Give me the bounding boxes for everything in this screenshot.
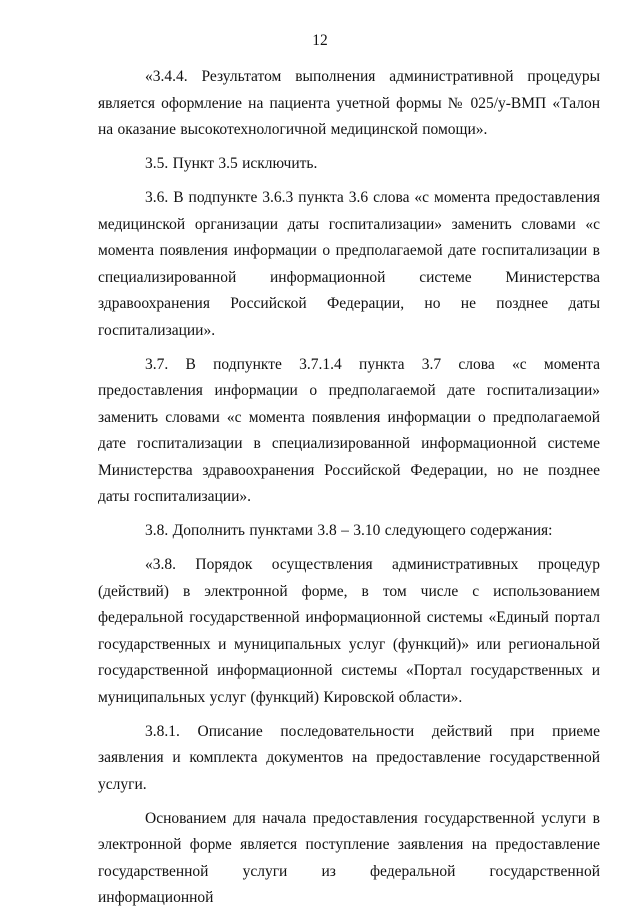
paragraph-3-4-4: «3.4.4. Результатом выполнения административной процедуры является оформление на пациента учетной формы № 025/у-ВМП «Талон на оказание высокотехнологичной медицинской помощи».	[98, 68, 600, 138]
paragraph-3-8: «3.8. Порядок осуществления административных процедур (действий) в электронной форме, в том числе с использованием федеральной государственной информационной системы «Единый портал государственных и муниципальных услуг (функций)» или региональной государственной информационной системы «Портал государственных и муниципальных услуг (функций) Кировской области».	[98, 556, 600, 706]
document-body	[98, 64, 600, 919]
paragraph-3-8-intro: 3.8. Дополнить пунктами 3.8 – 3.10 следующего содержания:	[145, 522, 553, 539]
paragraph-3-5: 3.5. Пункт 3.5 исключить.	[145, 155, 318, 172]
paragraph-3-8-1: 3.8.1. Описание последовательности действий при приеме заявления и комплекта документов на предоставление государственной услуги.	[98, 722, 600, 793]
page-number: 12	[312, 32, 328, 49]
paragraph-3-7: 3.7. В подпункте 3.7.1.4 пункта 3.7 слова «с момента предоставления информации о предполагаемой дате госпитализации» заменить словами «с момента появления информации о предполагаемой дате госпитализации в специализированной информационной системе Министерства здравоохранения Российской Федерации, но не позднее даты госпитализации».	[98, 355, 600, 505]
paragraph-basis: Основанием для начала предоставления государственной услуги в электронной форме является поступление заявления на предоставление государственной услуги из федеральной государственной информационной	[98, 809, 600, 906]
paragraph-3-6: 3.6. В подпункте 3.6.3 пункта 3.6 слова «с момента предоставления медицинской организации даты госпитализации» заменить словами «с момента появления информации о предполагаемой дате госпитализации в специализированной информационной системе Министерства здравоохранения Российской Федерации, но не позднее даты госпитализации».	[98, 189, 600, 339]
